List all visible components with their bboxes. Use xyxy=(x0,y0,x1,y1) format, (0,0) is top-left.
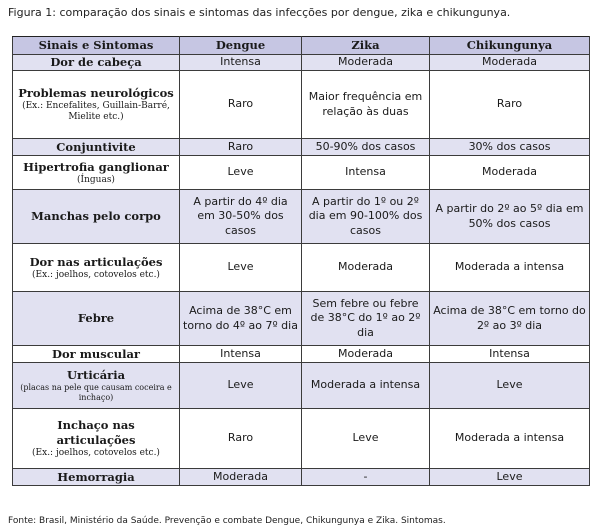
table-row xyxy=(13,409,590,469)
sign-cell xyxy=(13,156,180,190)
header-zika: Zika xyxy=(302,37,430,55)
sign-cell xyxy=(13,55,180,71)
sign-cell xyxy=(13,139,180,156)
chikungunya-cell: Moderada a intensa xyxy=(430,409,590,469)
dengue-cell: Raro xyxy=(180,139,302,156)
sign-name: Febre xyxy=(77,311,115,326)
dengue-cell: Raro xyxy=(180,71,302,139)
sign-cell xyxy=(13,292,180,346)
chikungunya-cell: Moderada a intensa xyxy=(430,244,590,292)
header-signs: Sinais e Sintomas xyxy=(13,37,180,55)
chikungunya-cell: 30% dos casos xyxy=(430,139,590,156)
chikungunya-cell: A partir do 2º ao 5º dia em 50% dos casos xyxy=(430,190,590,244)
chikungunya-cell: Intensa xyxy=(430,346,590,363)
dengue-cell: Acima de 38°C em torno do 4º ao 7º dia xyxy=(180,292,302,346)
zika-cell: - xyxy=(302,469,430,486)
chikungunya-cell: Leve xyxy=(430,363,590,409)
sign-name: Conjuntivite xyxy=(56,139,136,154)
header-dengue: Dengue xyxy=(180,37,302,55)
sign-detail: (Ex.: Encefalites, Guillain-Barré, Mielite etc.) xyxy=(22,101,170,122)
chikungunya-cell: Leve xyxy=(430,469,590,486)
sign-name: Dor de cabeça xyxy=(50,55,142,70)
chikungunya-cell: Moderada xyxy=(430,55,590,71)
sign-detail: (placas na pele que causam coceira e inchaço) xyxy=(20,383,172,402)
zika-cell: Moderada xyxy=(302,55,430,71)
sign-detail: (Ínguas) xyxy=(77,174,115,185)
sign-detail: (Ex.: joelhos, cotovelos etc.) xyxy=(32,269,160,280)
symptoms-comparison-table xyxy=(12,36,590,486)
sign-cell xyxy=(13,469,180,486)
table-row xyxy=(13,139,590,156)
chikungunya-cell: Acima de 38°C em torno do 2º ao 3º dia xyxy=(430,292,590,346)
table-row xyxy=(13,55,590,71)
figure-caption: Figura 1: comparação dos sinais e sintomas das infecções por dengue, zika e chikungunya. xyxy=(8,6,511,19)
dengue-cell: Leve xyxy=(180,156,302,190)
zika-cell: Intensa xyxy=(302,156,430,190)
sign-name: Inchaço nas articulações xyxy=(56,418,136,448)
sign-name: Hipertrofia ganglionar xyxy=(23,159,169,174)
sign-name: Problemas neurológicos xyxy=(18,86,174,101)
dengue-cell: Moderada xyxy=(180,469,302,486)
sign-cell xyxy=(13,71,180,139)
zika-cell: Leve xyxy=(302,409,430,469)
sign-detail: (Ex.: joelhos, cotovelos etc.) xyxy=(32,448,160,459)
dengue-cell: Raro xyxy=(180,409,302,469)
dengue-cell: Leve xyxy=(180,244,302,292)
sign-cell xyxy=(13,244,180,292)
table-header-row xyxy=(13,37,590,55)
chikungunya-cell: Moderada xyxy=(430,156,590,190)
sign-name: Dor muscular xyxy=(52,346,140,361)
sign-cell xyxy=(13,409,180,469)
table-row xyxy=(13,363,590,409)
zika-cell: Maior frequência em relação às duas xyxy=(302,71,430,139)
zika-cell: Sem febre ou febre de 38°C do 1º ao 2º dia xyxy=(302,292,430,346)
table-row xyxy=(13,346,590,363)
source-footnote: Fonte: Brasil, Ministério da Saúde. Prevenção e combate Dengue, Chikungunya e Zika. Sintomas. xyxy=(8,516,446,526)
sign-name: Manchas pelo corpo xyxy=(31,209,161,224)
sign-cell xyxy=(13,190,180,244)
dengue-cell: Intensa xyxy=(180,346,302,363)
table-row xyxy=(13,156,590,190)
sign-name: Dor nas articulações xyxy=(29,254,163,269)
chikungunya-cell: Raro xyxy=(430,71,590,139)
sign-name: Hemorragia xyxy=(57,469,135,484)
sign-name: Urticária xyxy=(66,368,126,383)
zika-cell: Moderada xyxy=(302,244,430,292)
zika-cell: 50-90% dos casos xyxy=(302,139,430,156)
zika-cell: Moderada xyxy=(302,346,430,363)
sign-cell xyxy=(13,363,180,409)
zika-cell: A partir do 1º ou 2º dia em 90-100% dos casos xyxy=(302,190,430,244)
table-row xyxy=(13,244,590,292)
table-row xyxy=(13,190,590,244)
table-row xyxy=(13,292,590,346)
table-row xyxy=(13,71,590,139)
table-row xyxy=(13,469,590,486)
zika-cell: Moderada a intensa xyxy=(302,363,430,409)
dengue-cell: Leve xyxy=(180,363,302,409)
symptoms-comparison-table-container xyxy=(12,36,589,486)
dengue-cell: A partir do 4º dia em 30-50% dos casos xyxy=(180,190,302,244)
header-chikungunya: Chikungunya xyxy=(430,37,590,55)
dengue-cell: Intensa xyxy=(180,55,302,71)
sign-cell xyxy=(13,346,180,363)
